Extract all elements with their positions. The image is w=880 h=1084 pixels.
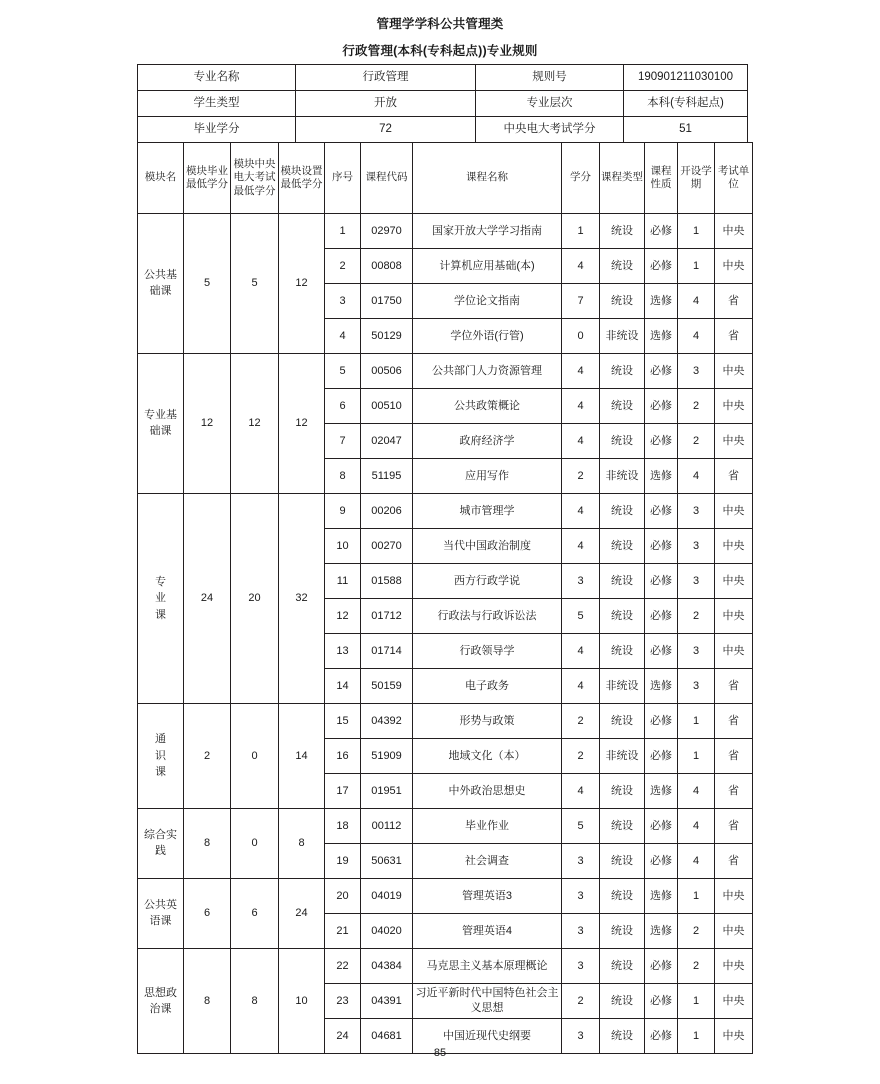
course-number: 10 [325, 529, 361, 564]
course-code: 04020 [361, 914, 413, 949]
course-nature: 选修 [645, 774, 678, 809]
info-label: 专业层次 [476, 91, 624, 117]
info-label: 专业名称 [138, 65, 296, 91]
column-header: 模块毕业最低学分 [184, 143, 231, 214]
column-header: 模块中央电大考试最低学分 [231, 143, 279, 214]
page-subtitle: 行政管理(本科(专科起点))专业规则 [342, 44, 538, 58]
course-number: 24 [325, 1019, 361, 1054]
course-code: 02047 [361, 424, 413, 459]
module-name-text: 公共英语课 [144, 899, 177, 928]
course-type: 统设 [600, 844, 645, 879]
course-credits: 5 [562, 809, 600, 844]
info-value: 72 [296, 117, 476, 143]
module-name-text: 专业课 [155, 575, 166, 621]
course-number: 15 [325, 704, 361, 739]
course-code: 51909 [361, 739, 413, 774]
course-credits: 4 [562, 354, 600, 389]
course-type: 统设 [600, 284, 645, 319]
table-row [138, 809, 753, 844]
course-name: 行政法与行政诉讼法 [413, 599, 562, 634]
course-credits: 2 [562, 704, 600, 739]
course-term: 1 [678, 984, 715, 1019]
module-exam-credits: 0 [231, 704, 279, 809]
course-name: 西方行政学说 [413, 564, 562, 599]
course-name: 公共部门人力资源管理 [413, 354, 562, 389]
course-name: 学位外语(行管) [413, 319, 562, 354]
course-term: 4 [678, 284, 715, 319]
exam-unit: 省 [715, 774, 753, 809]
course-code: 04384 [361, 949, 413, 984]
module-setting-credits: 14 [279, 704, 325, 809]
table-row [138, 949, 753, 984]
module-name-text: 专业基础课 [144, 409, 177, 438]
exam-unit: 中央 [715, 494, 753, 529]
info-row [138, 65, 748, 91]
column-header: 课程性质 [645, 143, 678, 214]
course-type: 统设 [600, 704, 645, 739]
course-credits: 5 [562, 599, 600, 634]
course-nature: 必修 [645, 564, 678, 599]
course-term: 3 [678, 564, 715, 599]
module-graduation-credits: 8 [184, 949, 231, 1054]
course-term: 2 [678, 389, 715, 424]
course-nature: 选修 [645, 914, 678, 949]
module-name [138, 949, 184, 1054]
course-type: 非统设 [600, 459, 645, 494]
course-name: 城市管理学 [413, 494, 562, 529]
column-header: 模块设置最低学分 [279, 143, 325, 214]
course-nature: 选修 [645, 879, 678, 914]
course-number: 4 [325, 319, 361, 354]
course-nature: 必修 [645, 249, 678, 284]
info-row [138, 91, 748, 117]
course-term: 1 [678, 704, 715, 739]
course-nature: 必修 [645, 214, 678, 249]
course-number: 16 [325, 739, 361, 774]
exam-unit: 省 [715, 739, 753, 774]
course-type: 统设 [600, 249, 645, 284]
curriculum-table [137, 142, 753, 1054]
info-label: 毕业学分 [138, 117, 296, 143]
exam-unit: 中央 [715, 1019, 753, 1054]
course-number: 7 [325, 424, 361, 459]
course-number: 22 [325, 949, 361, 984]
table-row [138, 214, 753, 249]
course-term: 4 [678, 774, 715, 809]
course-credits: 2 [562, 739, 600, 774]
course-number: 17 [325, 774, 361, 809]
exam-unit: 中央 [715, 949, 753, 984]
course-number: 13 [325, 634, 361, 669]
course-term: 1 [678, 1019, 715, 1054]
program-info-table [137, 64, 748, 143]
module-setting-credits: 32 [279, 494, 325, 704]
course-number: 3 [325, 284, 361, 319]
course-code: 00270 [361, 529, 413, 564]
module-graduation-credits: 6 [184, 879, 231, 949]
course-code: 04391 [361, 984, 413, 1019]
course-credits: 3 [562, 949, 600, 984]
course-term: 3 [678, 634, 715, 669]
course-name: 中国近现代史纲要 [413, 1019, 562, 1054]
info-label: 规则号 [476, 65, 624, 91]
info-value: 本科(专科起点) [624, 91, 748, 117]
table-row [138, 494, 753, 529]
exam-unit: 中央 [715, 529, 753, 564]
column-header: 序号 [325, 143, 361, 214]
exam-unit: 中央 [715, 249, 753, 284]
course-type: 统设 [600, 529, 645, 564]
course-term: 3 [678, 354, 715, 389]
module-setting-credits: 24 [279, 879, 325, 949]
course-type: 统设 [600, 809, 645, 844]
table-row [138, 354, 753, 389]
course-number: 2 [325, 249, 361, 284]
course-code: 00510 [361, 389, 413, 424]
exam-unit: 中央 [715, 879, 753, 914]
course-type: 统设 [600, 1019, 645, 1054]
course-type: 统设 [600, 914, 645, 949]
course-name: 社会调查 [413, 844, 562, 879]
exam-unit: 省 [715, 809, 753, 844]
course-type: 统设 [600, 564, 645, 599]
course-nature: 必修 [645, 424, 678, 459]
course-nature: 选修 [645, 459, 678, 494]
course-number: 5 [325, 354, 361, 389]
exam-unit: 省 [715, 669, 753, 704]
course-nature: 必修 [645, 599, 678, 634]
course-type: 统设 [600, 494, 645, 529]
course-nature: 必修 [645, 494, 678, 529]
table-row [138, 704, 753, 739]
module-graduation-credits: 5 [184, 214, 231, 354]
course-code: 04392 [361, 704, 413, 739]
module-setting-credits: 10 [279, 949, 325, 1054]
course-number: 19 [325, 844, 361, 879]
info-value: 行政管理 [296, 65, 476, 91]
course-name: 马克思主义基本原理概论 [413, 949, 562, 984]
course-name: 习近平新时代中国特色社会主义思想 [413, 984, 562, 1019]
course-credits: 4 [562, 249, 600, 284]
course-credits: 1 [562, 214, 600, 249]
module-name [138, 809, 184, 879]
course-nature: 必修 [645, 1019, 678, 1054]
document-titles [0, 0, 880, 61]
course-code: 01750 [361, 284, 413, 319]
course-name: 公共政策概论 [413, 389, 562, 424]
course-term: 4 [678, 459, 715, 494]
course-term: 3 [678, 529, 715, 564]
course-nature: 必修 [645, 354, 678, 389]
course-code: 50631 [361, 844, 413, 879]
module-exam-credits: 8 [231, 949, 279, 1054]
course-credits: 3 [562, 844, 600, 879]
column-header: 模块名 [138, 143, 184, 214]
course-credits: 4 [562, 634, 600, 669]
course-credits: 2 [562, 984, 600, 1019]
course-number: 11 [325, 564, 361, 599]
course-number: 21 [325, 914, 361, 949]
course-code: 00506 [361, 354, 413, 389]
module-exam-credits: 0 [231, 809, 279, 879]
info-value: 51 [624, 117, 748, 143]
course-credits: 3 [562, 1019, 600, 1054]
header-row [138, 143, 753, 214]
exam-unit: 中央 [715, 634, 753, 669]
module-graduation-credits: 12 [184, 354, 231, 494]
table-row [138, 879, 753, 914]
course-nature: 必修 [645, 704, 678, 739]
course-credits: 3 [562, 564, 600, 599]
course-credits: 0 [562, 319, 600, 354]
course-code: 01588 [361, 564, 413, 599]
curriculum-table-head [138, 143, 753, 214]
course-credits: 4 [562, 494, 600, 529]
course-credits: 4 [562, 774, 600, 809]
exam-unit: 中央 [715, 599, 753, 634]
exam-unit: 省 [715, 284, 753, 319]
module-setting-credits: 8 [279, 809, 325, 879]
course-code: 01712 [361, 599, 413, 634]
course-term: 1 [678, 879, 715, 914]
course-number: 14 [325, 669, 361, 704]
course-type: 统设 [600, 634, 645, 669]
exam-unit: 中央 [715, 424, 753, 459]
column-header: 学分 [562, 143, 600, 214]
exam-unit: 中央 [715, 564, 753, 599]
course-number: 8 [325, 459, 361, 494]
course-term: 3 [678, 494, 715, 529]
course-code: 01714 [361, 634, 413, 669]
course-name: 中外政治思想史 [413, 774, 562, 809]
course-type: 统设 [600, 949, 645, 984]
course-credits: 3 [562, 879, 600, 914]
course-nature: 必修 [645, 529, 678, 564]
course-term: 1 [678, 249, 715, 284]
course-term: 2 [678, 424, 715, 459]
course-code: 04681 [361, 1019, 413, 1054]
course-type: 统设 [600, 389, 645, 424]
page-number: 85 [433, 1047, 447, 1059]
course-name: 国家开放大学学习指南 [413, 214, 562, 249]
course-name: 行政领导学 [413, 634, 562, 669]
course-name: 计算机应用基础(本) [413, 249, 562, 284]
course-nature: 必修 [645, 634, 678, 669]
course-nature: 必修 [645, 389, 678, 424]
course-number: 9 [325, 494, 361, 529]
module-graduation-credits: 8 [184, 809, 231, 879]
course-name: 当代中国政治制度 [413, 529, 562, 564]
course-code: 01951 [361, 774, 413, 809]
course-type: 统设 [600, 879, 645, 914]
column-header: 课程类型 [600, 143, 645, 214]
course-term: 1 [678, 739, 715, 774]
course-type: 统设 [600, 424, 645, 459]
tables-container [137, 64, 750, 1054]
course-code: 00112 [361, 809, 413, 844]
exam-unit: 省 [715, 704, 753, 739]
info-value: 190901211030100 [624, 65, 748, 91]
exam-unit: 中央 [715, 914, 753, 949]
course-credits: 2 [562, 459, 600, 494]
module-exam-credits: 5 [231, 214, 279, 354]
info-value: 开放 [296, 91, 476, 117]
course-type: 统设 [600, 984, 645, 1019]
exam-unit: 省 [715, 844, 753, 879]
course-term: 4 [678, 319, 715, 354]
course-nature: 必修 [645, 949, 678, 984]
course-type: 非统设 [600, 669, 645, 704]
course-code: 00808 [361, 249, 413, 284]
module-name-text: 通识课 [155, 733, 166, 779]
course-nature: 选修 [645, 319, 678, 354]
course-credits: 7 [562, 284, 600, 319]
module-name [138, 354, 184, 494]
course-number: 6 [325, 389, 361, 424]
course-term: 2 [678, 599, 715, 634]
module-name [138, 494, 184, 704]
course-name: 电子政务 [413, 669, 562, 704]
module-name [138, 704, 184, 809]
course-term: 1 [678, 214, 715, 249]
module-name-text: 思想政治课 [144, 986, 177, 1015]
exam-unit: 省 [715, 459, 753, 494]
course-number: 12 [325, 599, 361, 634]
course-term: 2 [678, 914, 715, 949]
course-credits: 4 [562, 669, 600, 704]
exam-unit: 省 [715, 319, 753, 354]
course-credits: 3 [562, 914, 600, 949]
page-title: 管理学学科公共管理类 [376, 17, 504, 31]
exam-unit: 中央 [715, 984, 753, 1019]
module-exam-credits: 6 [231, 879, 279, 949]
module-graduation-credits: 2 [184, 704, 231, 809]
course-nature: 必修 [645, 739, 678, 774]
curriculum-table-body [138, 214, 753, 1054]
program-info-body [138, 65, 748, 143]
course-term: 4 [678, 844, 715, 879]
course-number: 1 [325, 214, 361, 249]
course-code: 51195 [361, 459, 413, 494]
course-number: 23 [325, 984, 361, 1019]
column-header: 考试单位 [715, 143, 753, 214]
column-header: 课程代码 [361, 143, 413, 214]
course-name: 形势与政策 [413, 704, 562, 739]
exam-unit: 中央 [715, 214, 753, 249]
course-code: 50129 [361, 319, 413, 354]
course-credits: 4 [562, 424, 600, 459]
module-name-text: 公共基础课 [144, 269, 177, 298]
course-number: 18 [325, 809, 361, 844]
module-name-text: 综合实践 [144, 829, 177, 858]
course-term: 3 [678, 669, 715, 704]
course-code: 00206 [361, 494, 413, 529]
course-code: 04019 [361, 879, 413, 914]
course-number: 20 [325, 879, 361, 914]
course-credits: 4 [562, 389, 600, 424]
module-setting-credits: 12 [279, 354, 325, 494]
exam-unit: 中央 [715, 354, 753, 389]
course-type: 统设 [600, 599, 645, 634]
module-name [138, 214, 184, 354]
info-label: 学生类型 [138, 91, 296, 117]
course-name: 应用写作 [413, 459, 562, 494]
module-name [138, 879, 184, 949]
course-name: 管理英语4 [413, 914, 562, 949]
course-term: 4 [678, 809, 715, 844]
course-name: 管理英语3 [413, 879, 562, 914]
course-nature: 必修 [645, 844, 678, 879]
course-nature: 选修 [645, 669, 678, 704]
course-code: 02970 [361, 214, 413, 249]
course-type: 统设 [600, 354, 645, 389]
module-exam-credits: 12 [231, 354, 279, 494]
course-type: 统设 [600, 774, 645, 809]
course-credits: 4 [562, 529, 600, 564]
module-setting-credits: 12 [279, 214, 325, 354]
column-header: 课程名称 [413, 143, 562, 214]
info-row [138, 117, 748, 143]
info-label: 中央电大考试学分 [476, 117, 624, 143]
module-exam-credits: 20 [231, 494, 279, 704]
exam-unit: 中央 [715, 389, 753, 424]
column-header: 开设学期 [678, 143, 715, 214]
course-name: 地域文化（本） [413, 739, 562, 774]
course-name: 学位论文指南 [413, 284, 562, 319]
course-type: 非统设 [600, 319, 645, 354]
course-name: 政府经济学 [413, 424, 562, 459]
course-type: 统设 [600, 214, 645, 249]
course-nature: 选修 [645, 284, 678, 319]
course-nature: 必修 [645, 809, 678, 844]
course-nature: 必修 [645, 984, 678, 1019]
course-term: 2 [678, 949, 715, 984]
course-type: 非统设 [600, 739, 645, 774]
module-graduation-credits: 24 [184, 494, 231, 704]
course-code: 50159 [361, 669, 413, 704]
course-name: 毕业作业 [413, 809, 562, 844]
